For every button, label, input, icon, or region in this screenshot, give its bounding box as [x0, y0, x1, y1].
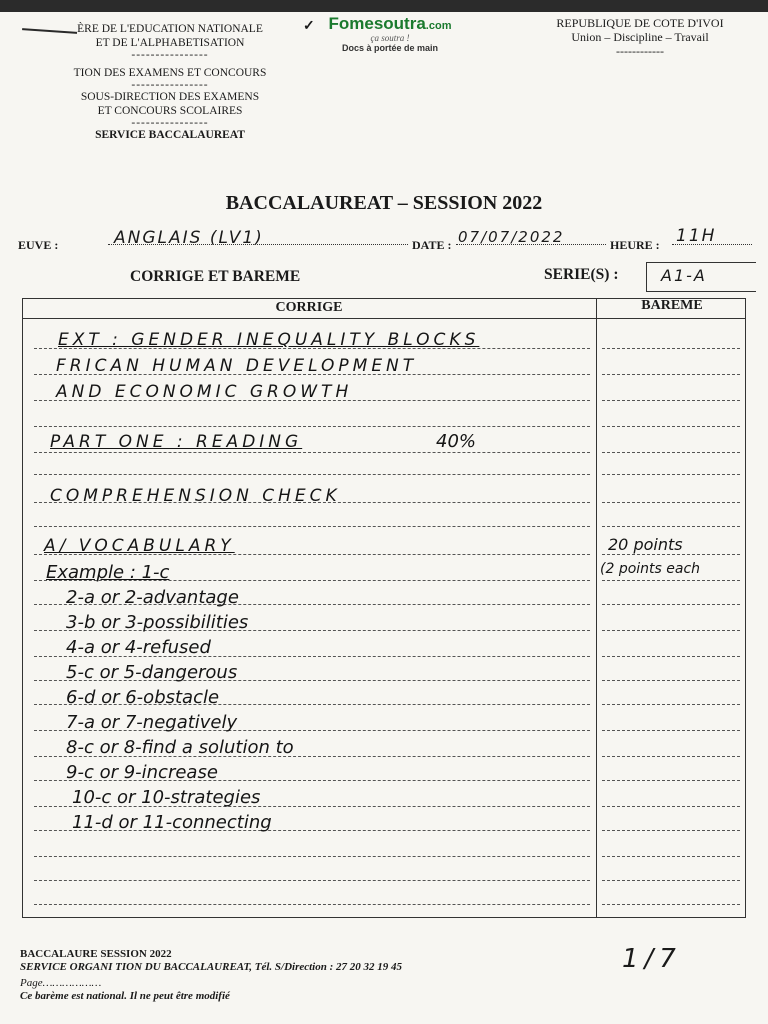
example-points: (2 points each [600, 561, 701, 577]
rule-line [602, 856, 740, 857]
time-label: HEURE : [610, 238, 660, 252]
text-title-line1: EXT : GENDER INEQUALITY BLOCKS [58, 330, 480, 350]
rule-line [602, 904, 740, 905]
date-dots [456, 244, 606, 245]
rule-line [34, 904, 590, 905]
rule-line [34, 526, 590, 527]
subdirection-line2: ET CONCOURS SCOLAIRES [97, 105, 243, 117]
logo-icon: ✓ [303, 19, 315, 34]
motto-line: Union – Discipline – Travail [571, 30, 709, 44]
rule-line [602, 630, 740, 631]
rule-line [602, 348, 740, 349]
answer-item: 6-d or 6-obstacle [66, 687, 220, 708]
part-weight: 40% [436, 431, 477, 452]
fomesoutra-logo [305, 14, 475, 54]
rule-line [602, 830, 740, 831]
rule-line [602, 880, 740, 881]
time-dots [672, 244, 752, 245]
answer-item: 10-c or 10-strategies [72, 787, 261, 808]
footer-line2: SERVICE ORGANI TION DU BACCALAUREAT, Tél. S/Direction : 27 20 32 19 45 [20, 961, 403, 973]
subject-dots [108, 244, 408, 245]
series-box [646, 262, 756, 292]
subsection-title: A/ VOCABULARY [44, 536, 235, 556]
answer-item: 9-c or 9-increase [66, 762, 218, 783]
rule-line [602, 780, 740, 781]
exam-meta-row [18, 228, 758, 254]
col-header-bareme: BAREME [641, 298, 703, 313]
date-label: DATE : [412, 238, 452, 252]
answer-item: 8-c or 8-find a solution to [66, 737, 294, 758]
republic-line: REPUBLIQUE DE COTE D'IVOI [556, 16, 724, 30]
page-number: 1/7 [622, 944, 682, 974]
rule-line [602, 502, 740, 503]
date-value: 07/07/2022 [458, 228, 565, 246]
footer-line1: BACCALAURE SESSION 2022 [20, 948, 172, 960]
logo-domain: .com [425, 20, 452, 32]
part-label [50, 432, 302, 452]
separator: ---------------- [131, 79, 209, 91]
ministry-block [20, 22, 320, 142]
text-title-line2: FRICAN HUMAN DEVELOPMENT [56, 356, 418, 376]
text-title-line3: AND ECONOMIC GROWTH [56, 382, 353, 402]
example-answer: Example : 1-c [46, 562, 170, 583]
rule-line [602, 656, 740, 657]
rule-line [602, 704, 740, 705]
part-label-text: PART ONE : READING [50, 432, 303, 452]
subdirection-line1: SOUS-DIRECTION DES EXAMENS [80, 91, 260, 103]
answer-item: 4-a or 4-refused [66, 637, 211, 658]
rule-line [602, 400, 740, 401]
rule-line [602, 426, 740, 427]
series-label: SERIE(S) : [544, 266, 619, 283]
top-border [0, 0, 768, 12]
rule-line [34, 474, 590, 475]
col-header-corrige: CORRIGE [275, 300, 343, 315]
republic-separator: ------------ [616, 44, 664, 58]
exam-title: BACCALAUREAT – SESSION 2022 [225, 192, 543, 214]
rule-line [602, 526, 740, 527]
rule-line [602, 452, 740, 453]
subject-label: EUVE : [18, 238, 59, 252]
logo-subline: Docs à portée de main [341, 43, 439, 53]
rule-line [602, 474, 740, 475]
separator: ---------------- [131, 49, 209, 61]
separator: ---------------- [131, 117, 209, 129]
answer-item: 2-a or 2-advantage [66, 587, 239, 608]
answer-item: 5-c or 5-dangerous [66, 662, 238, 683]
rule-line [602, 580, 740, 581]
rule-line [602, 604, 740, 605]
rule-line [34, 880, 590, 881]
service-line: SERVICE BACCALAUREAT [95, 129, 245, 141]
subject-value: ANGLAIS (LV1) [114, 228, 264, 248]
rule-line [34, 856, 590, 857]
footer-line3: Page……………… [20, 977, 102, 989]
subsection-points: 20 points [608, 535, 683, 554]
logo-name [305, 14, 475, 34]
footer-line4: Ce barème est national. Il ne peut être modifié [20, 990, 230, 1002]
section-title: COMPREHENSION CHECK [50, 486, 341, 506]
logo-name-text: Fomesoutra [328, 14, 426, 33]
rule-line [602, 374, 740, 375]
rule-line [34, 452, 590, 453]
republic-block [520, 16, 760, 58]
rule-line [602, 756, 740, 757]
rule-line [34, 426, 590, 427]
direction-line: TION DES EXAMENS ET CONCOURS [73, 67, 267, 79]
answer-item: 11-d or 11-connecting [72, 812, 272, 833]
answer-item: 3-b or 3-possibilities [66, 612, 249, 633]
ministry-line1: ÈRE DE L'EDUCATION NATIONALE [77, 23, 263, 35]
header-rule [22, 318, 746, 319]
rule-line [602, 680, 740, 681]
doc-type: CORRIGE ET BAREME [130, 268, 301, 285]
series-value: A1-A [661, 266, 707, 285]
rule-line [602, 730, 740, 731]
answer-item: 7-a or 7-negatively [66, 712, 238, 733]
logo-tagline: ça soutra ! [370, 33, 410, 43]
time-value: 11H [676, 226, 717, 246]
ministry-line2: ET DE L'ALPHABETISATION [95, 37, 245, 49]
rule-line [602, 806, 740, 807]
column-divider [596, 298, 597, 918]
rule-line [602, 554, 740, 555]
